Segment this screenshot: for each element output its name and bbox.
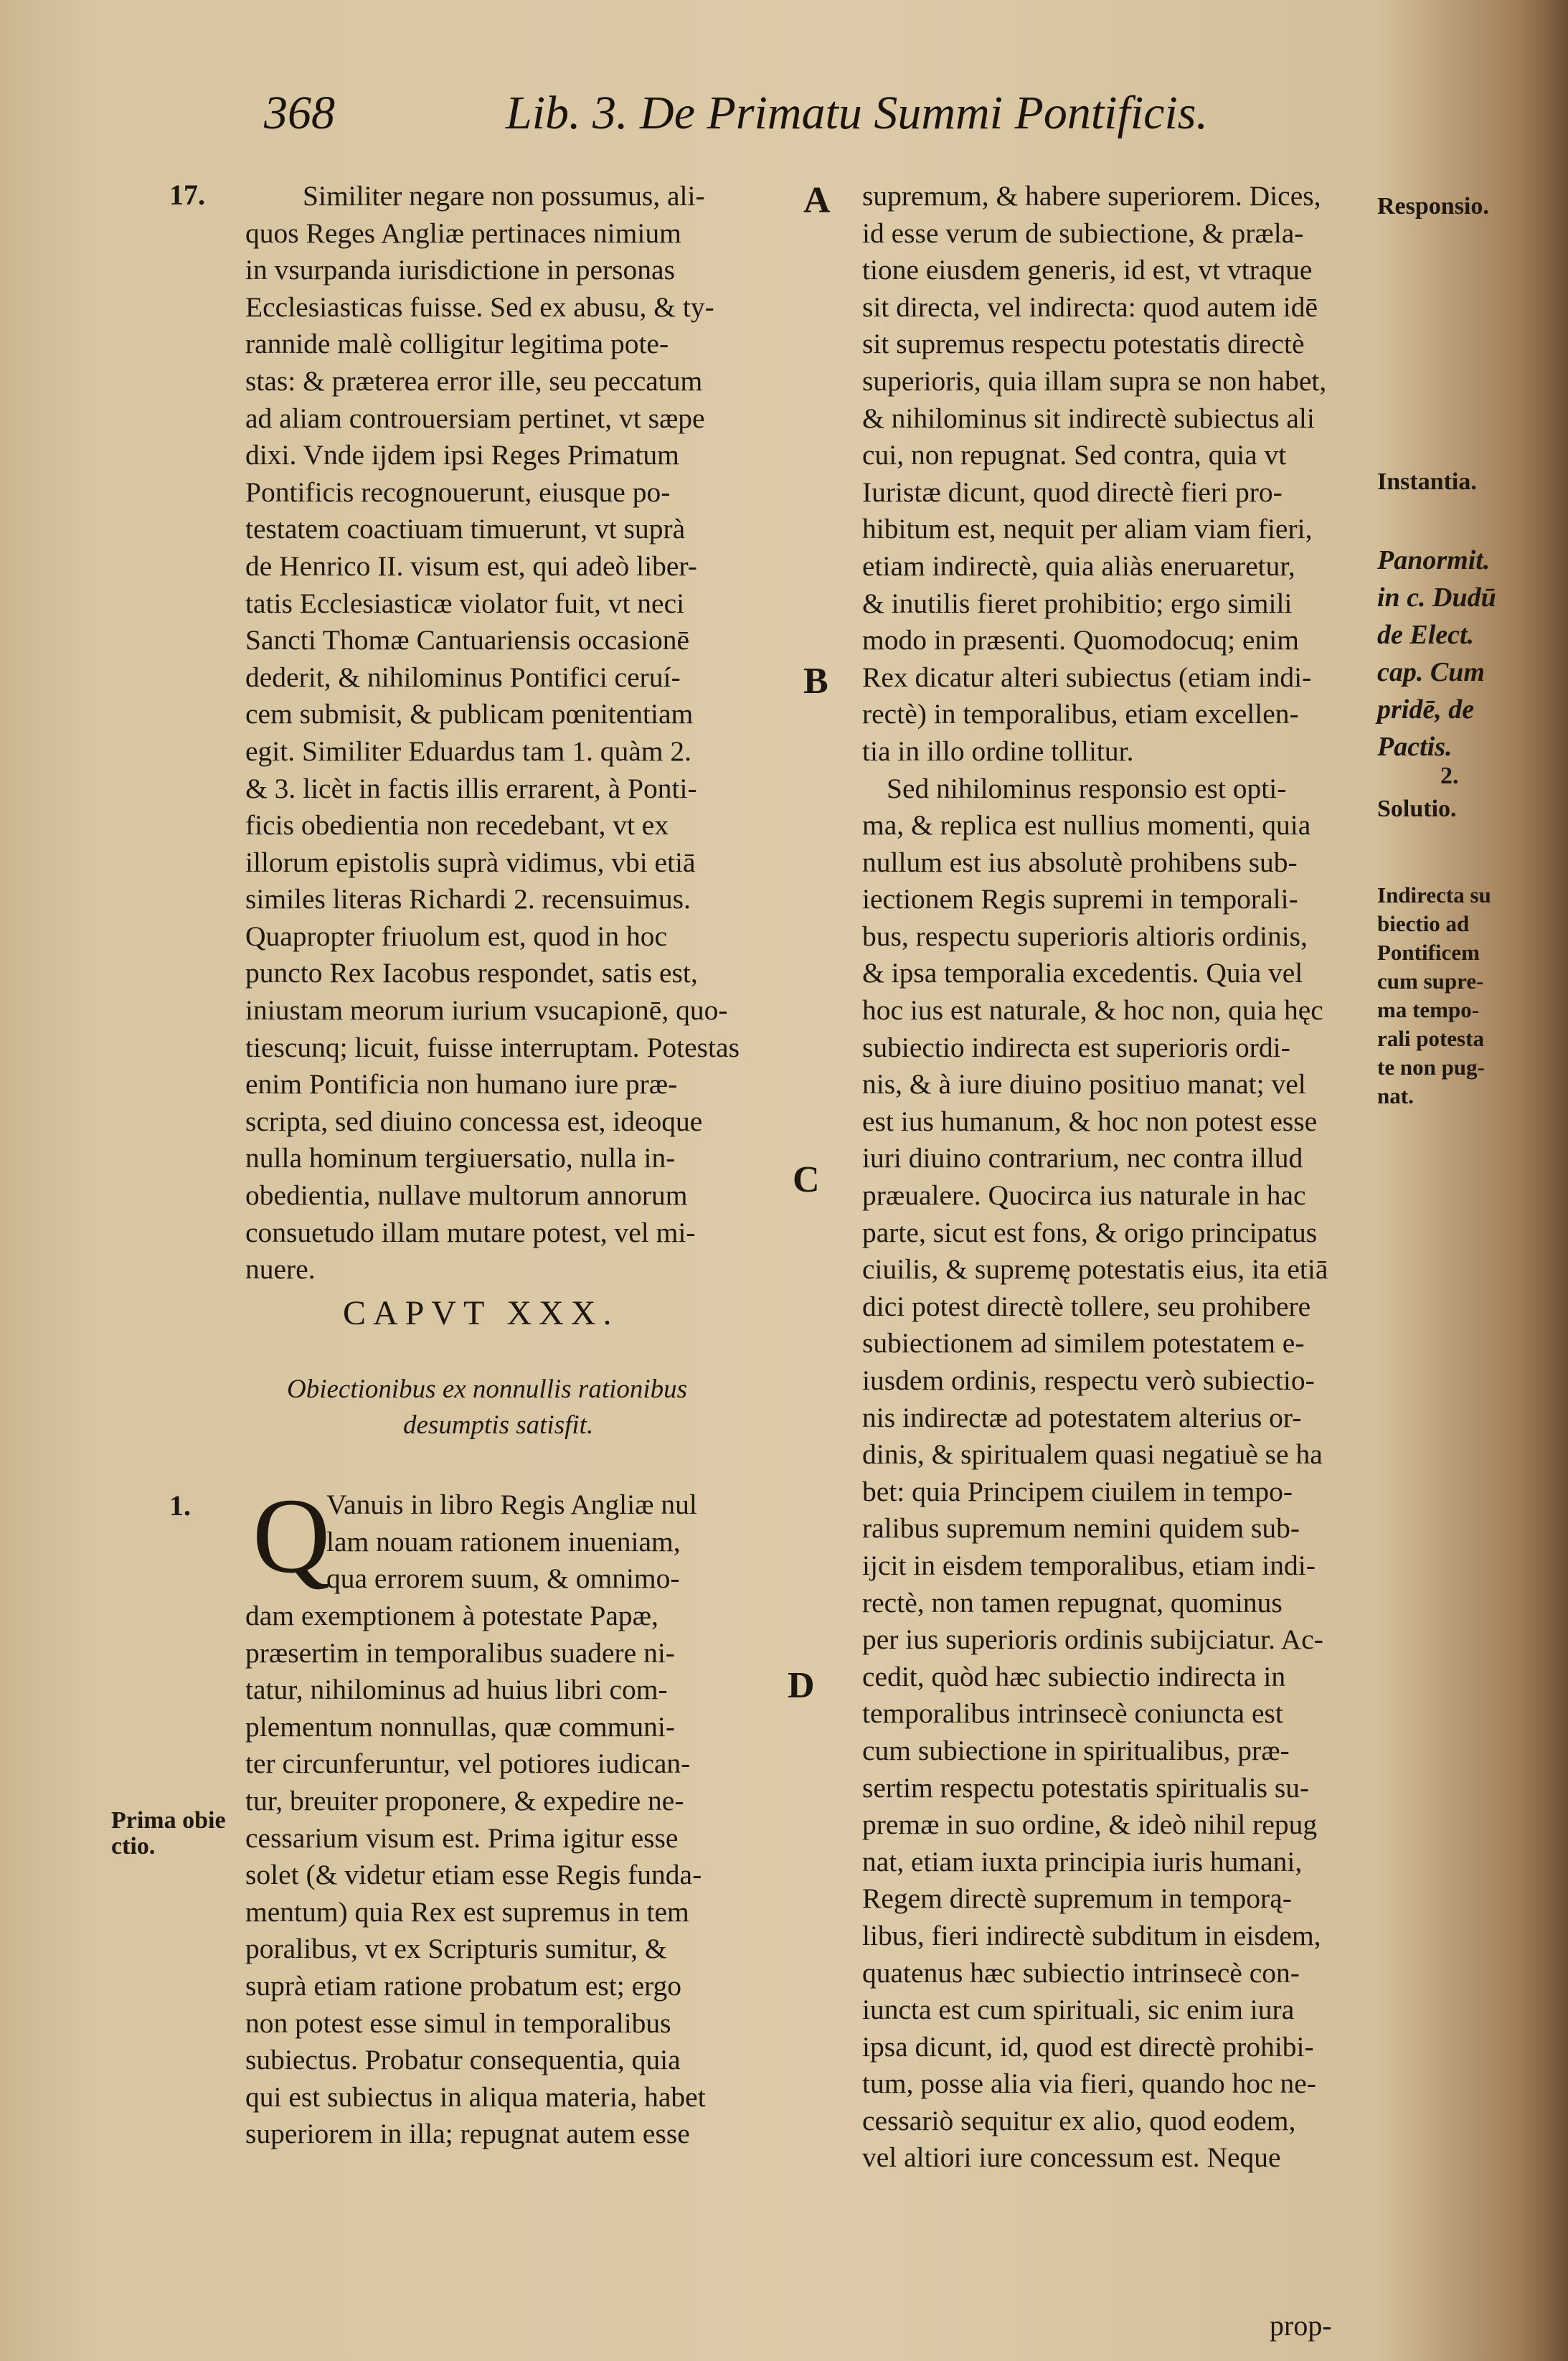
catchword: prop- — [1270, 2309, 1332, 2342]
paragraph-number: 17. — [169, 179, 205, 211]
chapter-subtitle-line-2: desumptis satisfit. — [403, 1410, 594, 1440]
left-column-paragraph-2 — [245, 1598, 776, 2153]
margin-note-line: ma tempo- — [1377, 997, 1480, 1022]
text-line: iniustam meorum iurium vsucapionē, quo- — [245, 994, 728, 1027]
text-line: tia in illo ordine tollitur. — [862, 735, 1134, 767]
text-line: ma, & replica est nullius momenti, quia — [862, 809, 1311, 842]
margin-note-line: nat. — [1377, 1083, 1414, 1108]
text-line: cedit, quòd hæc subiectio indirecta in — [862, 1660, 1286, 1692]
text-line: ralibus supremum nemini quidem sub- — [862, 1512, 1300, 1545]
text-line: Regem directè supremum in temporą- — [862, 1882, 1292, 1915]
text-line: & 3. licèt in factis illis errarent, à Ponti- — [245, 772, 697, 804]
text-line: Vanuis in libro Regis Angliæ nul — [326, 1489, 697, 1520]
text-line: tione eiusdem generis, id est, vt vtraque — [862, 254, 1313, 286]
text-line: consuetudo illam mutare potest, vel mi- — [245, 1216, 696, 1248]
margin-note-indirecta — [1377, 881, 1491, 1111]
paragraph-number: 1. — [169, 1489, 191, 1522]
left-column-paragraph-2-head — [326, 1486, 778, 1598]
text-line: ficis obedientia non recedebant, vt ex — [245, 809, 669, 842]
text-line: premæ in suo ordine, & ideò nihil repug — [862, 1809, 1318, 1841]
text-line: cem submisit, & publicam pœnitentiam — [245, 698, 694, 730]
citation-line: de Elect. — [1377, 620, 1475, 650]
margin-note-line: ctio. — [111, 1833, 156, 1860]
text-line: nuere. — [245, 1253, 316, 1286]
text-line: nis, & à iure diuino positiuo manat; vel — [862, 1068, 1306, 1101]
margin-solutio-number: 2. — [1440, 763, 1459, 789]
margin-note-line: Indirecta su — [1377, 882, 1491, 908]
text-line: nulla hominum tergiuersatio, nulla in- — [245, 1142, 676, 1174]
margin-solutio: Solutio. — [1377, 796, 1457, 822]
text-line: quos Reges Angliæ pertinaces nimium — [245, 217, 681, 249]
text-line: subiectio indirecta est superioris ordi- — [862, 1031, 1290, 1063]
text-line: etiam indirectè, quia aliàs eneruaretur, — [862, 550, 1295, 582]
text-line: plementum nonnullas, quæ communi- — [245, 1710, 676, 1743]
section-letter-b: B — [803, 661, 828, 702]
text-line: Rex dicatur alteri subiectus (etiam indi- — [862, 661, 1312, 693]
drop-initial: Q — [252, 1476, 331, 1596]
text-line: sit supremus respectu potestatis directè — [862, 328, 1305, 360]
text-line: nis indirectæ ad potestatem alterius or- — [862, 1401, 1302, 1433]
text-line: Quapropter friuolum est, quod in hoc — [245, 920, 667, 952]
citation-line: cap. Cum — [1377, 657, 1485, 687]
text-line: nat, etiam iuxta principia iuris humani, — [862, 1845, 1303, 1877]
text-line: stas: & præterea error ille, seu peccatum — [245, 364, 703, 397]
text-line: iusdem ordinis, respectu verò subiectio- — [862, 1365, 1315, 1396]
text-line: iuri diuino contrarium, nec contra illud — [862, 1142, 1303, 1174]
text-line: solet (& videtur etiam esse Regis funda- — [245, 1859, 702, 1891]
text-line: quatenus hæc subiectio intrinsecè con- — [862, 1956, 1300, 1989]
text-line: supremum, & habere superiorem. Dices, — [862, 180, 1321, 212]
text-line: Similiter negare non possumus, ali- — [303, 180, 705, 212]
chapter-heading: CAPVT XXX. — [343, 1294, 619, 1332]
text-line: & nihilominus sit indirectè subiectus ali — [862, 402, 1315, 434]
text-line: id esse verum de subiectione, & præla- — [862, 217, 1304, 249]
margin-note-line: cum supre- — [1377, 969, 1484, 994]
text-line: & ipsa temporalia excedentis. Quia vel — [862, 957, 1303, 989]
text-line: rannide malè colligitur legitima pote- — [245, 328, 669, 360]
text-line: cessarium visum est. Prima igitur esse — [245, 1822, 679, 1854]
text-line: ad aliam controuersiam pertinet, vt sæpe — [245, 402, 705, 434]
text-line: qua errorem suum, & omnimo- — [326, 1563, 680, 1595]
citation-line: in c. Dudū — [1377, 583, 1496, 613]
text-line: subiectus. Probatur consequentia, quia — [245, 2044, 681, 2076]
text-line: bet: quia Principem ciuilem in tempo- — [862, 1475, 1293, 1507]
text-line: ipsa dicunt, id, quod est directè prohibi- — [862, 2030, 1314, 2063]
text-line: obedientia, nullave multorum annorum — [245, 1179, 688, 1212]
text-line: tum, posse alia via fieri, quando hoc ne- — [862, 2068, 1316, 2100]
text-line: parte, sicut est fons, & origo principatus — [862, 1216, 1318, 1248]
margin-responsio: Responsio. — [1377, 193, 1489, 220]
running-title: Lib. 3. De Primatu Summi Pontificis. — [506, 87, 1208, 139]
text-line: Sed nihilominus responsio est opti- — [887, 772, 1287, 804]
text-line: subiectionem ad similem potestatem e- — [862, 1327, 1305, 1359]
text-line: cessariò sequitur ex alio, quod eodem, — [862, 2104, 1296, 2136]
text-line: temporalibus intrinsecè coniuncta est — [862, 1697, 1283, 1730]
left-column-paragraph — [245, 178, 776, 1288]
text-line: nullum est ius absolutè prohibens sub- — [862, 846, 1298, 878]
text-line: in vsurpanda iurisdictione in personas — [245, 254, 675, 286]
margin-note-line: Pontificem — [1377, 940, 1480, 965]
text-line: sit directa, vel indirecta: quod autem idē — [862, 291, 1318, 323]
citation-line: Pactis. — [1377, 732, 1453, 762]
section-letter-c: C — [793, 1159, 820, 1200]
text-line: ijcit in eisdem temporalibus, etiam indi- — [862, 1549, 1316, 1581]
text-line: tiescunq; licuit, fuisse interruptam. Potestas — [245, 1031, 740, 1063]
text-line: tatur, nihilominus ad huius libri com- — [245, 1674, 668, 1706]
text-line: Ecclesiasticas fuisse. Sed ex abusu, & ty- — [245, 291, 714, 323]
text-line: præsertim in temporalibus suadere ni- — [245, 1636, 675, 1669]
text-line: dam exemptionem à potestate Papæ, — [245, 1600, 658, 1631]
text-line: dici potest directè tollere, seu prohibere — [862, 1290, 1311, 1322]
text-line: hoc ius est naturale, & hoc non, quia hęc — [862, 994, 1323, 1027]
text-line: sertim respectu potestatis spiritualis su- — [862, 1771, 1310, 1804]
text-line: mentum) quia Rex est supremus in tem — [245, 1895, 689, 1928]
text-line: per ius superioris ordinis subijciatur. Ac- — [862, 1624, 1323, 1656]
margin-citation — [1377, 542, 1496, 765]
margin-note-line: te non pug- — [1377, 1055, 1485, 1080]
text-line: rectè, non tamen repugnat, quominus — [862, 1586, 1283, 1618]
text-line: Sancti Thomæ Cantuariensis occasionē — [245, 624, 690, 656]
margin-note-prima-obiectio — [111, 1808, 226, 1860]
margin-note-line: Prima obie — [111, 1807, 226, 1834]
text-line: ciuilis, & supremę potestatis eius, ita etiā — [862, 1253, 1328, 1286]
text-line: illorum epistolis suprà vidimus, vbi etiā — [245, 846, 696, 878]
text-line: cui, non repugnat. Sed contra, quia vt — [862, 439, 1287, 471]
text-line: similes literas Richardi 2. recensuimus. — [245, 883, 691, 915]
text-line: enim Pontificia non humano iure præ- — [245, 1068, 678, 1101]
text-line: dinis, & spiritualem quasi negatiuè se ha — [862, 1438, 1323, 1471]
text-line: ter circunferuntur, vel potiores iudican- — [245, 1748, 691, 1780]
text-line: de Henrico II. visum est, qui adeò liber- — [245, 550, 697, 582]
citation-line: Panormit. — [1377, 545, 1491, 575]
text-line: libus, fieri indirectè subditum in eisdem, — [862, 1919, 1321, 1951]
margin-instantia: Instantia. — [1377, 468, 1477, 495]
text-line: iuncta est cum spirituali, sic enim iura — [862, 1994, 1295, 2026]
text-line: qui est subiectus in aliqua materia, habet — [245, 2080, 706, 2113]
margin-note-line: biectio ad — [1377, 911, 1470, 936]
text-line: non potest esse simul in temporalibus — [245, 2007, 671, 2039]
text-line: Pontificis recognouerunt, eiusque po- — [245, 476, 671, 508]
text-line: superioris, quia illam supra se non habet, — [862, 364, 1327, 397]
text-line: dederit, & nihilominus Pontifici ceruí- — [245, 661, 681, 693]
text-line: dixi. Vnde ijdem ipsi Reges Primatum — [245, 439, 679, 471]
citation-line: pridē, de — [1377, 694, 1475, 725]
text-line: suprà etiam ratione probatum est; ergo — [245, 1969, 682, 2002]
page-number: 368 — [264, 87, 335, 139]
text-line: modo in præsenti. Quomodocuq; enim — [862, 624, 1299, 656]
section-letter-d: D — [788, 1665, 815, 1706]
right-column-text — [862, 178, 1371, 2177]
text-line: lam nouam rationem inueniam, — [326, 1525, 681, 1557]
text-line: testatem coactiuam timuerunt, vt suprà — [245, 513, 686, 545]
text-line: est ius humanum, & hoc non potest esse — [862, 1105, 1318, 1137]
text-line: tatis Ecclesiasticæ violator fuit, vt neci — [245, 587, 685, 619]
text-line: tur, breuiter proponere, & expedire ne- — [245, 1784, 684, 1816]
text-line: puncto Rex Iacobus respondet, satis est, — [245, 957, 698, 989]
text-line: superiorem in illa; repugnat autem esse — [245, 2118, 690, 2150]
text-line: præualere. Quocirca ius naturale in hac — [862, 1179, 1306, 1212]
text-line: Iuristæ dicunt, quod directè fieri pro- — [862, 476, 1283, 508]
text-line: vel altiori iure concessum est. Neque — [862, 2141, 1281, 2174]
text-line: poralibus, vt ex Scripturis sumitur, & — [245, 1933, 667, 1965]
text-line: scripta, sed diuino concessa est, ideoque — [245, 1105, 703, 1137]
text-line: iectionem Regis supremi in temporali- — [862, 883, 1298, 915]
margin-note-line: rali potesta — [1377, 1026, 1484, 1051]
text-line: rectè) in temporalibus, etiam excellen- — [862, 698, 1299, 730]
text-line: & inutilis fieret prohibitio; ergo simili — [862, 587, 1293, 619]
text-line: hibitum est, nequit per aliam viam fieri, — [862, 513, 1313, 545]
section-letter-a: A — [803, 180, 831, 221]
text-line: egit. Similiter Eduardus tam 1. quàm 2. — [245, 735, 692, 767]
chapter-subtitle-line-1: Obiectionibus ex nonnullis rationibus — [287, 1375, 688, 1404]
text-line: cum subiectione in spiritualibus, præ- — [862, 1734, 1290, 1766]
text-line: bus, respectu superioris altioris ordinis, — [862, 920, 1308, 952]
